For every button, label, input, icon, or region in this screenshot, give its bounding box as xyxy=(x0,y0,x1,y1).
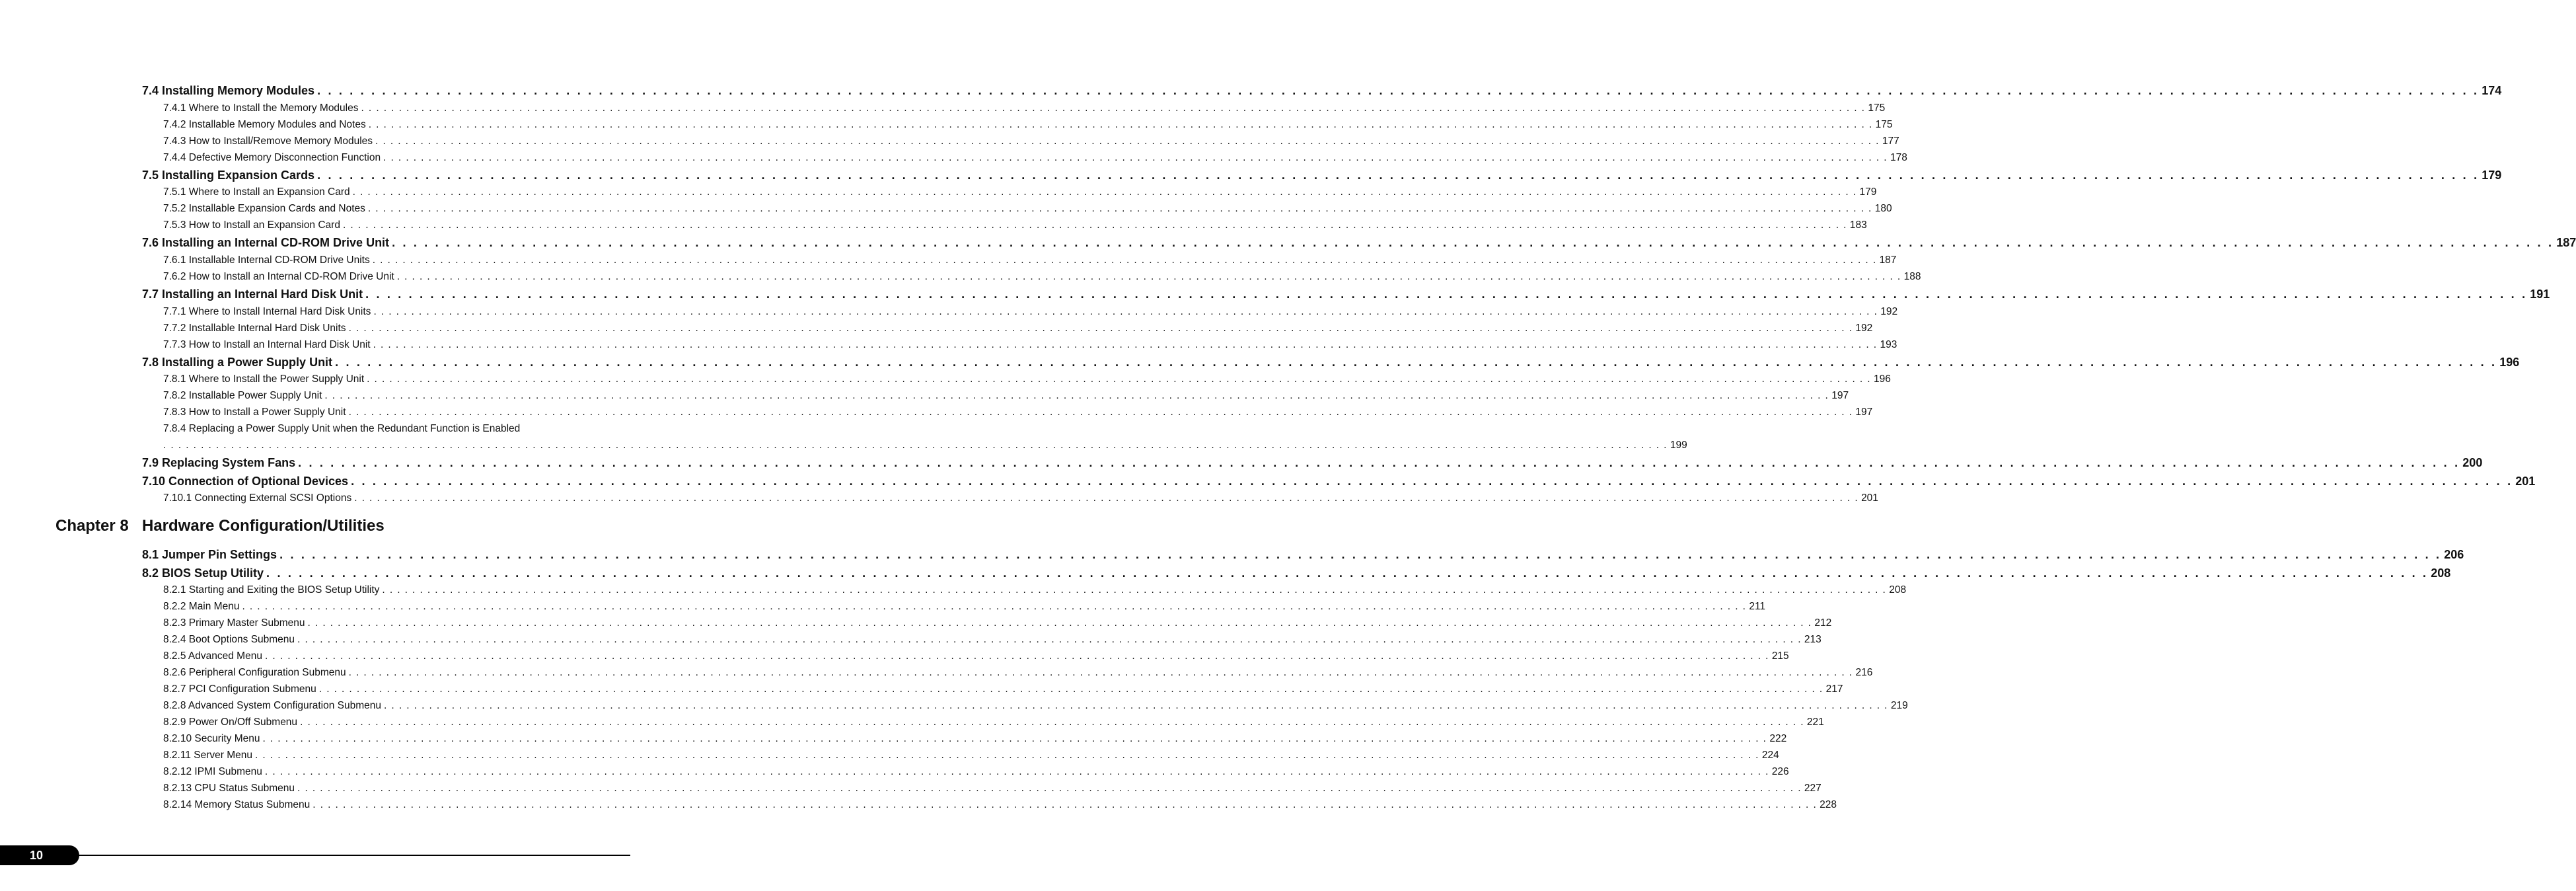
toc-page-number: 216 xyxy=(1855,667,1873,678)
toc-page-number: 219 xyxy=(1890,700,1908,711)
toc-leader-dots: . . . . . . . . . . . . . . . . . . . . . . . . . . . . . . . . . . . . . . . . . . . . . . . . . . . . . . . . . . . . . . . . . . . . . . . . . . . . . . . . . . . . . . . . . . . . . . . . . . . . . . . . . . . . . . . . . . . . . . . . . . . . . . . . . . . . . . . . . . . . . . . . . . . . . . . . . . . . . . . . . . . . . . . . . . . . . . . . . . . . . . . . . . . . . . . . . . . . . . . . xyxy=(365,288,2528,301)
toc-leader-dots: . . . . . . . . . . . . . . . . . . . . . . . . . . . . . . . . . . . . . . . . . . . . . . . . . . . . . . . . . . . . . . . . . . . . . . . . . . . . . . . . . . . . . . . . . . . . . . . . . . . . . . . . . . . . . . . . . . . . . . . . . . . . . . . . . . . . . . . . . . . . . . . . . . . . . . . . . . . . . . . . . . . . . . . . . . . . . . . . . . . . . . . . . . . . . . . . . . . . . . . . xyxy=(392,236,2554,249)
toc-page-number: 197 xyxy=(1831,390,1849,401)
toc-leader-dots: . . . . . . . . . . . . . . . . . . . . . . . . . . . . . . . . . . . . . . . . . . . . . . . . . . . . . . . . . . . . . . . . . . . . . . . . . . . . . . . . . . . . . . . . . . . . . . . . . . . . . . . . . . . . . . . . . . . . . . . . . . . . . . . . . . . . . . . . . . . . . . . . . . . . . . . . . . . . . . . . . . . . . . . . . . . . . . . . . . . . . . . . . . . . . . . . . . . . . . . . xyxy=(384,700,1888,711)
toc-entry xyxy=(163,254,1897,266)
toc-leader-dots: . . . . . . . . . . . . . . . . . . . . . . . . . . . . . . . . . . . . . . . . . . . . . . . . . . . . . . . . . . . . . . . . . . . . . . . . . . . . . . . . . . . . . . . . . . . . . . . . . . . . . . . . . . . . . . . . . . . . . . . . . . . . . . . . . . . . . . . . . . . . . . . . . . . . . . . . . . . . . . . . . . . . . . . . . . . . . . . . . . . . . . . . . . . . . . . . . . . . . . . . xyxy=(361,102,1866,114)
toc-leader-dots: . . . . . . . . . . . . . . . . . . . . . . . . . . . . . . . . . . . . . . . . . . . . . . . . . . . . . . . . . . . . . . . . . . . . . . . . . . . . . . . . . . . . . . . . . . . . . . . . . . . . . . . . . . . . . . . . . . . . . . . . . . . . . . . . . . . . . . . . . . . . . . . . . . . . . . . . . . . . . . . . . . . . . . . . . . . . . . . . . . . . . . . . . . . . . . . . . . . . . . . . xyxy=(368,119,1873,130)
toc-entry xyxy=(163,102,1886,114)
toc-leader-dots: . . . . . . . . . . . . . . . . . . . . . . . . . . . . . . . . . . . . . . . . . . . . . . . . . . . . . . . . . . . . . . . . . . . . . . . . . . . . . . . . . . . . . . . . . . . . . . . . . . . . . . . . . . . . . . . . . . . . . . . . . . . . . . . . . . . . . . . . . . . . . . . . . . . . . . . . . . . . . . . . . . . . . . . . . . . . . . . . . . . . . . . . . . . . . . . . . . . . . . . . xyxy=(348,323,1853,334)
toc-entry xyxy=(163,203,1892,215)
toc-entry-title: 7.8.1 Where to Install the Power Supply Unit xyxy=(163,373,365,385)
toc-leader-dots: . . . . . . . . . . . . . . . . . . . . . . . . . . . . . . . . . . . . . . . . . . . . . . . . . . . . . . . . . . . . . . . . . . . . . . . . . . . . . . . . . . . . . . . . . . . . . . . . . . . . . . . . . . . . . . . . . . . . . . . . . . . . . . . . . . . . . . . . . . . . . . . . . . . . . . . . . . . . . . . . . . . . . . . . . . . . . . . . . . . . . . . . . . . . . . . . . . . . . . . . xyxy=(300,717,1804,728)
toc-page-number: 211 xyxy=(1749,601,1766,612)
toc-entry xyxy=(163,700,1908,712)
toc-page-number: 197 xyxy=(1855,407,1873,418)
toc-entry-title: 7.7 Installing an Internal Hard Disk Unit xyxy=(142,288,363,301)
toc-page-number: 175 xyxy=(1868,102,1886,114)
toc-entry xyxy=(163,390,1849,402)
toc-entry xyxy=(163,617,1832,629)
toc-entry xyxy=(142,456,2483,470)
chapter-number: Chapter 8 xyxy=(55,517,129,535)
toc-leader-dots: . . . . . . . . . . . . . . . . . . . . . . . . . . . . . . . . . . . . . . . . . . . . . . . . . . . . . . . . . . . . . . . . . . . . . . . . . . . . . . . . . . . . . . . . . . . . . . . . . . . . . . . . . . . . . . . . . . . . . . . . . . . . . . . . . . . . . . . . . . . . . . . . . . . . . . . . . . . . . . . . . . . . . . . . . . . . . . . . . . . . . . . . . . . . . . . . . . . . . . . . xyxy=(317,169,2480,182)
toc-page-number: 208 xyxy=(2431,566,2451,580)
toc-page-number: 213 xyxy=(1804,634,1822,645)
toc-entry-title: 7.5.3 How to Install an Expansion Card xyxy=(163,219,340,231)
toc-entry xyxy=(163,440,1687,451)
toc-leader-dots: . . . . . . . . . . . . . . . . . . . . . . . . . . . . . . . . . . . . . . . . . . . . . . . . . . . . . . . . . . . . . . . . . . . . . . . . . . . . . . . . . . . . . . . . . . . . . . . . . . . . . . . . . . . . . . . . . . . . . . . . . . . . . . . . . . . . . . . . . . . . . . . . . . . . . . . . . . . . . . . . . . . . . . . . . . . . . . . . . . . . . . . . . . . . . . . . . . . . . . . . xyxy=(266,566,2429,580)
toc-entry-title: 7.5.1 Where to Install an Expansion Card xyxy=(163,186,350,198)
toc-leader-dots: . . . . . . . . . . . . . . . . . . . . . . . . . . . . . . . . . . . . . . . . . . . . . . . . . . . . . . . . . . . . . . . . . . . . . . . . . . . . . . . . . . . . . . . . . . . . . . . . . . . . . . . . . . . . . . . . . . . . . . . . . . . . . . . . . . . . . . . . . . . . . . . . . . . . . . . . . . . . . . . . . . . . . . . . . . . . . . . . . . . . . . . . . . . . . . . . . . . . . . . . xyxy=(348,407,1853,418)
toc-entry xyxy=(163,373,1891,385)
toc-leader-dots: . . . . . . . . . . . . . . . . . . . . . . . . . . . . . . . . . . . . . . . . . . . . . . . . . . . . . . . . . . . . . . . . . . . . . . . . . . . . . . . . . . . . . . . . . . . . . . . . . . . . . . . . . . . . . . . . . . . . . . . . . . . . . . . . . . . . . . . . . . . . . . . . . . . . . . . . . . . . . . . . . . . . . . . . . . . . . . . . . . . . . . . . . . . . . . . . . . . . . . . . xyxy=(351,475,2513,488)
toc-page-number: 187 xyxy=(2556,236,2576,249)
toc-page-number: 217 xyxy=(1825,683,1843,695)
toc-page-number: 192 xyxy=(1855,323,1873,334)
toc-entry xyxy=(163,136,1899,147)
toc-leader-dots: . . . . . . . . . . . . . . . . . . . . . . . . . . . . . . . . . . . . . . . . . . . . . . . . . . . . . . . . . . . . . . . . . . . . . . . . . . . . . . . . . . . . . . . . . . . . . . . . . . . . . . . . . . . . . . . . . . . . . . . . . . . . . . . . . . . . . . . . . . . . . . . . . . . . . . . . . . . . . . . . . . . . . . . . . . . . . . . . . . . . . . . . . . . . . . . . . . . . . . . . xyxy=(382,584,1887,596)
toc-entry xyxy=(163,683,1843,695)
toc-leader-dots: . . . . . . . . . . . . . . . . . . . . . . . . . . . . . . . . . . . . . . . . . . . . . . . . . . . . . . . . . . . . . . . . . . . . . . . . . . . . . . . . . . . . . . . . . . . . . . . . . . . . . . . . . . . . . . . . . . . . . . . . . . . . . . . . . . . . . . . . . . . . . . . . . . . . . . . . . . . . . . . . . . . . . . . . . . . . . . . . . . . . . . . . . . . . . . . . . . . . . . . . xyxy=(313,799,1818,810)
toc-entry-title: 8.2.6 Peripheral Configuration Submenu xyxy=(163,667,346,678)
toc-page-number: 192 xyxy=(1880,306,1898,317)
toc-leader-dots: . . . . . . . . . . . . . . . . . . . . . . . . . . . . . . . . . . . . . . . . . . . . . . . . . . . . . . . . . . . . . . . . . . . . . . . . . . . . . . . . . . . . . . . . . . . . . . . . . . . . . . . . . . . . . . . . . . . . . . . . . . . . . . . . . . . . . . . . . . . . . . . . . . . . . . . . . . . . . . . . . . . . . . . . . . . . . . . . . . . . . . . . . . . . . . . . . . . . . . . . xyxy=(264,766,1769,777)
toc-entry-title: 8.1 Jumper Pin Settings xyxy=(142,548,277,561)
toc-leader-dots: . . . . . . . . . . . . . . . . . . . . . . . . . . . . . . . . . . . . . . . . . . . . . . . . . . . . . . . . . . . . . . . . . . . . . . . . . . . . . . . . . . . . . . . . . . . . . . . . . . . . . . . . . . . . . . . . . . . . . . . . . . . . . . . . . . . . . . . . . . . . . . . . . . . . . . . . . . . . . . . . . . . . . . . . . . . . . . . . . . . . . . . . . . . . . . . . . . . . . . . . xyxy=(297,783,1802,794)
toc-leader-dots: . . . . . . . . . . . . . . . . . . . . . . . . . . . . . . . . . . . . . . . . . . . . . . . . . . . . . . . . . . . . . . . . . . . . . . . . . . . . . . . . . . . . . . . . . . . . . . . . . . . . . . . . . . . . . . . . . . . . . . . . . . . . . . . . . . . . . . . . . . . . . . . . . . . . . . . . . . . . . . . . . . . . . . . . . . . . . . . . . . . . . . . . . . . . . . . . . . . . . . . . xyxy=(373,306,1878,317)
toc-page-number: 199 xyxy=(1670,440,1687,451)
toc-entry-title: 7.7.1 Where to Install Internal Hard Disk Units xyxy=(163,306,371,317)
toc-page-number: 215 xyxy=(1771,650,1789,662)
toc-page-number: 227 xyxy=(1804,783,1822,794)
toc-entry xyxy=(163,584,1907,596)
toc-leader-dots: . . . . . . . . . . . . . . . . . . . . . . . . . . . . . . . . . . . . . . . . . . . . . . . . . . . . . . . . . . . . . . . . . . . . . . . . . . . . . . . . . . . . . . . . . . . . . . . . . . . . . . . . . . . . . . . . . . . . . . . . . . . . . . . . . . . . . . . . . . . . . . . . . . . . . . . . . . . . . . . . . . . . . . . . . . . . . . . . . . . . . . . . . . . . . . . . . . . . . . . . xyxy=(264,650,1769,662)
toc-page-number: 224 xyxy=(1761,750,1779,761)
toc-entry xyxy=(163,323,1873,334)
toc-entry-title: 7.8.3 How to Install a Power Supply Unit xyxy=(163,407,346,418)
toc-entry-title: 7.6.1 Installable Internal CD-ROM Drive Units xyxy=(163,254,370,266)
toc-page-number: 174 xyxy=(2482,84,2502,97)
toc-page-number: 193 xyxy=(1880,339,1897,350)
toc-entry-title: 7.8.4 Replacing a Power Supply Unit when the Redundant Function is Enabled xyxy=(163,423,521,434)
toc-page-number: 221 xyxy=(1806,717,1824,728)
toc-page-number: 228 xyxy=(1820,799,1837,810)
toc-entry xyxy=(163,766,1789,778)
toc-entry xyxy=(163,271,1921,283)
toc-entry xyxy=(142,236,2576,250)
toc-entry-title: 7.4.3 How to Install/Remove Memory Modules xyxy=(163,136,373,147)
toc-entry-title: 8.2.5 Advanced Menu xyxy=(163,650,262,662)
toc-leader-dots: . . . . . . . . . . . . . . . . . . . . . . . . . . . . . . . . . . . . . . . . . . . . . . . . . . . . . . . . . . . . . . . . . . . . . . . . . . . . . . . . . . . . . . . . . . . . . . . . . . . . . . . . . . . . . . . . . . . . . . . . . . . . . . . . . . . . . . . . . . . . . . . . . . . . . . . . . . . . . . . . . . . . . . . . . . . . . . . . . . . . . . . . . . . . . . . . . . . . . . . . xyxy=(242,601,1747,612)
toc-leader-dots: . . . . . . . . . . . . . . . . . . . . . . . . . . . . . . . . . . . . . . . . . . . . . . . . . . . . . . . . . . . . . . . . . . . . . . . . . . . . . . . . . . . . . . . . . . . . . . . . . . . . . . . . . . . . . . . . . . . . . . . . . . . . . . . . . . . . . . . . . . . . . . . . . . . . . . . . . . . . . . . . . . . . . . . . . . . . . . . . . . . . . . . . . . . . . . . . . . . . . . . . xyxy=(354,492,1859,504)
toc-page-number: 201 xyxy=(2515,475,2536,488)
toc-leader-dots: . . . . . . . . . . . . . . . . . . . . . . . . . . . . . . . . . . . . . . . . . . . . . . . . . . . . . . . . . . . . . . . . . . . . . . . . . . . . . . . . . . . . . . . . . . . . . . . . . . . . . . . . . . . . . . . . . . . . . . . . . . . . . . . . . . . . . . . . . . . . . . . . . . . . . . . . . . . . . . . . . . . . . . . . . . . . . . . . . . . . . . . . . . . . . . . . . . . . . . . . xyxy=(297,634,1802,645)
toc-entry xyxy=(163,306,1898,318)
toc-page-number: 222 xyxy=(1769,733,1787,744)
toc-leader-dots: . . . . . . . . . . . . . . . . . . . . . . . . . . . . . . . . . . . . . . . . . . . . . . . . . . . . . . . . . . . . . . . . . . . . . . . . . . . . . . . . . . . . . . . . . . . . . . . . . . . . . . . . . . . . . . . . . . . . . . . . . . . . . . . . . . . . . . . . . . . . . . . . . . . . . . . . . . . . . . . . . . . . . . . . . . . . . . . . . . . . . . . . . . . . . . . . . . . . . . . . xyxy=(372,254,1877,266)
toc-entry xyxy=(163,119,1893,131)
toc-leader-dots: . . . . . . . . . . . . . . . . . . . . . . . . . . . . . . . . . . . . . . . . . . . . . . . . . . . . . . . . . . . . . . . . . . . . . . . . . . . . . . . . . . . . . . . . . . . . . . . . . . . . . . . . . . . . . . . . . . . . . . . . . . . . . . . . . . . . . . . . . . . . . . . . . . . . . . . . . . . . . . . . . . . . . . . . . . . . . . . . . . . . . . . . . . . . . . . . . . . . . . . . xyxy=(396,271,1901,282)
toc-entry-title: 7.4.4 Defective Memory Disconnection Function xyxy=(163,152,381,163)
toc-entry-title: 8.2.3 Primary Master Submenu xyxy=(163,617,305,629)
toc-page-number: 200 xyxy=(2462,456,2483,469)
toc-entry xyxy=(142,84,2502,98)
toc-entry-title: 8.2.9 Power On/Off Submenu xyxy=(163,717,298,728)
toc-entry-title: 8.2.13 CPU Status Submenu xyxy=(163,783,295,794)
toc-leader-dots: . . . . . . . . . . . . . . . . . . . . . . . . . . . . . . . . . . . . . . . . . . . . . . . . . . . . . . . . . . . . . . . . . . . . . . . . . . . . . . . . . . . . . . . . . . . . . . . . . . . . . . . . . . . . . . . . . . . . . . . . . . . . . . . . . . . . . . . . . . . . . . . . . . . . . . . . . . . . . . . . . . . . . . . . . . . . . . . . . . . . . . . . . . . . . . . . . . . . . . . . xyxy=(324,390,1829,401)
toc-page-number: 191 xyxy=(2530,288,2550,301)
toc-leader-dots: . . . . . . . . . . . . . . . . . . . . . . . . . . . . . . . . . . . . . . . . . . . . . . . . . . . . . . . . . . . . . . . . . . . . . . . . . . . . . . . . . . . . . . . . . . . . . . . . . . . . . . . . . . . . . . . . . . . . . . . . . . . . . . . . . . . . . . . . . . . . . . . . . . . . . . . . . . . . . . . . . . . . . . . . . . . . . . . . . . . . . . . . . . . . . . . . . . . . . . . . xyxy=(317,84,2480,97)
toc-entry xyxy=(142,548,2464,562)
toc-entry-title: 8.2 BIOS Setup Utility xyxy=(142,566,264,580)
toc-page-number: 196 xyxy=(2499,356,2520,369)
toc-entry-title: 7.8.2 Installable Power Supply Unit xyxy=(163,390,322,401)
chapter-title: Hardware Configuration/Utilities xyxy=(142,517,385,535)
toc-leader-dots: . . . . . . . . . . . . . . . . . . . . . . . . . . . . . . . . . . . . . . . . . . . . . . . . . . . . . . . . . . . . . . . . . . . . . . . . . . . . . . . . . . . . . . . . . . . . . . . . . . . . . . . . . . . . . . . . . . . . . . . . . . . . . . . . . . . . . . . . . . . . . . . . . . . . . . . . . . . . . . . . . . . . . . . . . . . . . . . . . . . . . . . . . . . . . . . . . . . . . . . . xyxy=(375,136,1880,147)
toc-leader-dots: . . . . . . . . . . . . . . . . . . . . . . . . . . . . . . . . . . . . . . . . . . . . . . . . . . . . . . . . . . . . . . . . . . . . . . . . . . . . . . . . . . . . . . . . . . . . . . . . . . . . . . . . . . . . . . . . . . . . . . . . . . . . . . . . . . . . . . . . . . . . . . . . . . . . . . . . . . . . . . . . . . . . . . . . . . . . . . . . . . . . . . . . . . . . . . . . . . . . . . . . xyxy=(262,733,1767,744)
toc-entry xyxy=(142,288,2550,301)
toc-entry xyxy=(142,475,2536,488)
chapter-heading xyxy=(55,517,385,535)
toc-page-number: 177 xyxy=(1882,136,1899,147)
toc-leader-dots: . . . . . . . . . . . . . . . . . . . . . . . . . . . . . . . . . . . . . . . . . . . . . . . . . . . . . . . . . . . . . . . . . . . . . . . . . . . . . . . . . . . . . . . . . . . . . . . . . . . . . . . . . . . . . . . . . . . . . . . . . . . . . . . . . . . . . . . . . . . . . . . . . . . . . . . . . . . . . . . . . . . . . . . . . . . . . . . . . . . . . . . . . . . . . . . . . . . . . . . . xyxy=(307,617,1812,629)
toc-entry-title: 7.10.1 Connecting External SCSI Options xyxy=(163,492,352,504)
toc-entry-title: 8.2.11 Server Menu xyxy=(163,750,252,761)
toc-page-number: 179 xyxy=(2482,169,2502,182)
toc-leader-dots: . . . . . . . . . . . . . . . . . . . . . . . . . . . . . . . . . . . . . . . . . . . . . . . . . . . . . . . . . . . . . . . . . . . . . . . . . . . . . . . . . . . . . . . . . . . . . . . . . . . . . . . . . . . . . . . . . . . . . . . . . . . . . . . . . . . . . . . . . . . . . . . . . . . . . . . . . . . . . . . . . . . . . . . . . . . . . . . . . . . . . . . . . . . . . . . . . . . . . . . . xyxy=(335,356,2497,369)
toc-entry-title: 7.4 Installing Memory Modules xyxy=(142,84,315,97)
toc-page-number: 206 xyxy=(2444,548,2464,561)
toc-entry-title: 8.2.2 Main Menu xyxy=(163,601,240,612)
toc-leader-dots: . . . . . . . . . . . . . . . . . . . . . . . . . . . . . . . . . . . . . . . . . . . . . . . . . . . . . . . . . . . . . . . . . . . . . . . . . . . . . . . . . . . . . . . . . . . . . . . . . . . . . . . . . . . . . . . . . . . . . . . . . . . . . . . . . . . . . . . . . . . . . . . . . . . . . . . . . . . . . . . . . . . . . . . . . . . . . . . . . . . . . . . . . . . . . . . . . . . . . . . . xyxy=(163,440,1668,451)
toc-entry-title: 8.2.4 Boot Options Submenu xyxy=(163,634,295,645)
toc-entry xyxy=(163,717,1824,728)
toc-page-number: 188 xyxy=(1903,271,1921,282)
toc-entry xyxy=(163,601,1766,613)
toc-page-number: 226 xyxy=(1771,766,1789,777)
toc-entry-title: 8.2.10 Security Menu xyxy=(163,733,260,744)
toc-leader-dots: . . . . . . . . . . . . . . . . . . . . . . . . . . . . . . . . . . . . . . . . . . . . . . . . . . . . . . . . . . . . . . . . . . . . . . . . . . . . . . . . . . . . . . . . . . . . . . . . . . . . . . . . . . . . . . . . . . . . . . . . . . . . . . . . . . . . . . . . . . . . . . . . . . . . . . . . . . . . . . . . . . . . . . . . . . . . . . . . . . . . . . . . . . . . . . . . . . . . . . . . xyxy=(279,548,2442,561)
toc-entry xyxy=(163,219,1867,231)
toc-entry xyxy=(163,423,547,435)
toc-page-number: 175 xyxy=(1875,119,1893,130)
footer-rule xyxy=(76,855,630,856)
toc-entry xyxy=(163,407,1873,418)
toc-entry-title: 7.4.1 Where to Install the Memory Modules xyxy=(163,102,359,114)
toc-entry-title: 8.2.8 Advanced System Configuration Submenu xyxy=(163,700,382,711)
toc-entry xyxy=(163,492,1878,504)
toc-entry-title: 7.7.3 How to Install an Internal Hard Disk Unit xyxy=(163,339,371,350)
toc-leader-dots: . . . . . . . . . . . . . . . . . . . . . . . . . . . . . . . . . . . . . . . . . . . . . . . . . . . . . . . . . . . . . . . . . . . . . . . . . . . . . . . . . . . . . . . . . . . . . . . . . . . . . . . . . . . . . . . . . . . . . . . . . . . . . . . . . . . . . . . . . . . . . . . . . . . . . . . . . . . . . . . . . . . . . . . . . . . . . . . . . . . . . . . . . . . . . . . . . . . . . . . . xyxy=(254,750,1759,761)
toc-entry-title: 7.5.2 Installable Expansion Cards and Notes xyxy=(163,203,365,214)
toc-entry-title: 7.10 Connection of Optional Devices xyxy=(142,475,349,488)
toc-leader-dots: . . . . . . . . . . . . . . . . . . . . . . . . . . . . . . . . . . . . . . . . . . . . . . . . . . . . . . . . . . . . . . . . . . . . . . . . . . . . . . . . . . . . . . . . . . . . . . . . . . . . . . . . . . . . . . . . . . . . . . . . . . . . . . . . . . . . . . . . . . . . . . . . . . . . . . . . . . . . . . . . . . . . . . . . . . . . . . . . . . . . . . . . . . . . . . . . . . . . . . . . xyxy=(367,373,1871,385)
toc-page-number: 179 xyxy=(1859,186,1877,198)
toc-leader-dots: . . . . . . . . . . . . . . . . . . . . . . . . . . . . . . . . . . . . . . . . . . . . . . . . . . . . . . . . . . . . . . . . . . . . . . . . . . . . . . . . . . . . . . . . . . . . . . . . . . . . . . . . . . . . . . . . . . . . . . . . . . . . . . . . . . . . . . . . . . . . . . . . . . . . . . . . . . . . . . . . . . . . . . . . . . . . . . . . . . . . . . . . . . . . . . . . . . . . . . . . xyxy=(318,683,1823,695)
toc-entry-title: 8.2.12 IPMI Submenu xyxy=(163,766,262,777)
toc-page-number: 180 xyxy=(1874,203,1892,214)
toc-leader-dots: . . . . . . . . . . . . . . . . . . . . . . . . . . . . . . . . . . . . . . . . . . . . . . . . . . . . . . . . . . . . . . . . . . . . . . . . . . . . . . . . . . . . . . . . . . . . . . . . . . . . . . . . . . . . . . . . . . . . . . . . . . . . . . . . . . . . . . . . . . . . . . . . . . . . . . . . . . . . . . . . . . . . . . . . . . . . . . . . . . . . . . . . . . . . . . . . . . . . . . . . xyxy=(367,203,1872,214)
toc-entry-title: 7.8 Installing a Power Supply Unit xyxy=(142,356,333,369)
toc-leader-dots: . . . . . . . . . . . . . . . . . . . . . . . . . . . . . . . . . . . . . . . . . . . . . . . . . . . . . . . . . . . . . . . . . . . . . . . . . . . . . . . . . . . . . . . . . . . . . . . . . . . . . . . . . . . . . . . . . . . . . . . . . . . . . . . . . . . . . . . . . . . . . . . . . . . . . . . . . . . . . . . . . . . . . . . . . . . . . . . . . . . . . . . . . . . . . . . . . . . . . . . . xyxy=(373,339,1878,350)
toc-page-number: 183 xyxy=(1849,219,1867,231)
toc-page-number: 212 xyxy=(1814,617,1832,629)
toc-page-number: 187 xyxy=(1879,254,1897,266)
toc-entry-title: 7.4.2 Installable Memory Modules and Notes xyxy=(163,119,366,130)
toc-entry xyxy=(163,152,1907,164)
toc-entry-title: 8.2.14 Memory Status Submenu xyxy=(163,799,311,810)
toc-entry-title: 8.2.7 PCI Configuration Submenu xyxy=(163,683,316,695)
toc-entry xyxy=(163,750,1779,761)
toc-entry-title: 7.7.2 Installable Internal Hard Disk Units xyxy=(163,323,346,334)
toc-entry xyxy=(163,799,1837,811)
toc-entry xyxy=(163,339,1897,351)
toc-page-number: 201 xyxy=(1861,492,1878,504)
toc-entry xyxy=(163,783,1822,794)
toc-entry-title: 7.6 Installing an Internal CD-ROM Drive Unit xyxy=(142,236,390,249)
toc-entry xyxy=(142,566,2451,580)
toc-entry-title: 8.2.1 Starting and Exiting the BIOS Setup Utility xyxy=(163,584,380,596)
toc-entry xyxy=(163,733,1787,745)
toc-entry-title: 7.9 Replacing System Fans xyxy=(142,456,296,469)
toc-entry-title: 7.5 Installing Expansion Cards xyxy=(142,169,315,182)
toc-leader-dots: . . . . . . . . . . . . . . . . . . . . . . . . . . . . . . . . . . . . . . . . . . . . . . . . . . . . . . . . . . . . . . . . . . . . . . . . . . . . . . . . . . . . . . . . . . . . . . . . . . . . . . . . . . . . . . . . . . . . . . . . . . . . . . . . . . . . . . . . . . . . . . . . . . . . . . . . . . . . . . . . . . . . . . . . . . . . . . . . . . . . . . . . . . . . . . . . . . . . . . . . xyxy=(352,186,1857,198)
toc-entry-title: 7.6.2 How to Install an Internal CD-ROM Drive Unit xyxy=(163,271,394,282)
toc-page-number: 178 xyxy=(1890,152,1907,163)
toc-leader-dots: . . . . . . . . . . . . . . . . . . . . . . . . . . . . . . . . . . . . . . . . . . . . . . . . . . . . . . . . . . . . . . . . . . . . . . . . . . . . . . . . . . . . . . . . . . . . . . . . . . . . . . . . . . . . . . . . . . . . . . . . . . . . . . . . . . . . . . . . . . . . . . . . . . . . . . . . . . . . . . . . . . . . . . . . . . . . . . . . . . . . . . . . . . . . . . . . . . . . . . . . xyxy=(348,667,1853,678)
toc-page-number: 196 xyxy=(1874,373,1891,385)
toc-leader-dots: . . . . . . . . . . . . . . . . . . . . . . . . . . . . . . . . . . . . . . . . . . . . . . . . . . . . . . . . . . . . . . . . . . . . . . . . . . . . . . . . . . . . . . . . . . . . . . . . . . . . . . . . . . . . . . . . . . . . . . . . . . . . . . . . . . . . . . . . . . . . . . . . . . . . . . . . . . . . . . . . . . . . . . . . . . . . . . . . . . . . . . . . . . . . . . . . . . . . . . . . xyxy=(383,152,1888,163)
toc-entry xyxy=(163,667,1873,679)
toc-leader-dots: . . . . . . . . . . . . . . . . . . . . . . . . . . . . . . . . . . . . . . . . . . . . . . . . . . . . . . . . . . . . . . . . . . . . . . . . . . . . . . . . . . . . . . . . . . . . . . . . . . . . . . . . . . . . . . . . . . . . . . . . . . . . . . . . . . . . . . . . . . . . . . . . . . . . . . . . . . . . . . . . . . . . . . . . . . . . . . . . . . . . . . . . . . . . . . . . . . . . . . . . xyxy=(342,219,1847,231)
toc-leader-dots: . . . . . . . . . . . . . . . . . . . . . . . . . . . . . . . . . . . . . . . . . . . . . . . . . . . . . . . . . . . . . . . . . . . . . . . . . . . . . . . . . . . . . . . . . . . . . . . . . . . . . . . . . . . . . . . . . . . . . . . . . . . . . . . . . . . . . . . . . . . . . . . . . . . . . . . . . . . . . . . . . . . . . . . . . . . . . . . . . . . . . . . . . . . . . . . . . . . . . . . . xyxy=(298,456,2460,469)
toc-page-number: 208 xyxy=(1889,584,1907,596)
toc-entry xyxy=(163,634,1822,646)
toc-entry xyxy=(163,186,1877,198)
toc-entry xyxy=(163,650,1789,662)
page-number: 10 xyxy=(29,849,44,862)
toc-entry xyxy=(142,356,2520,369)
toc-entry xyxy=(142,169,2502,182)
